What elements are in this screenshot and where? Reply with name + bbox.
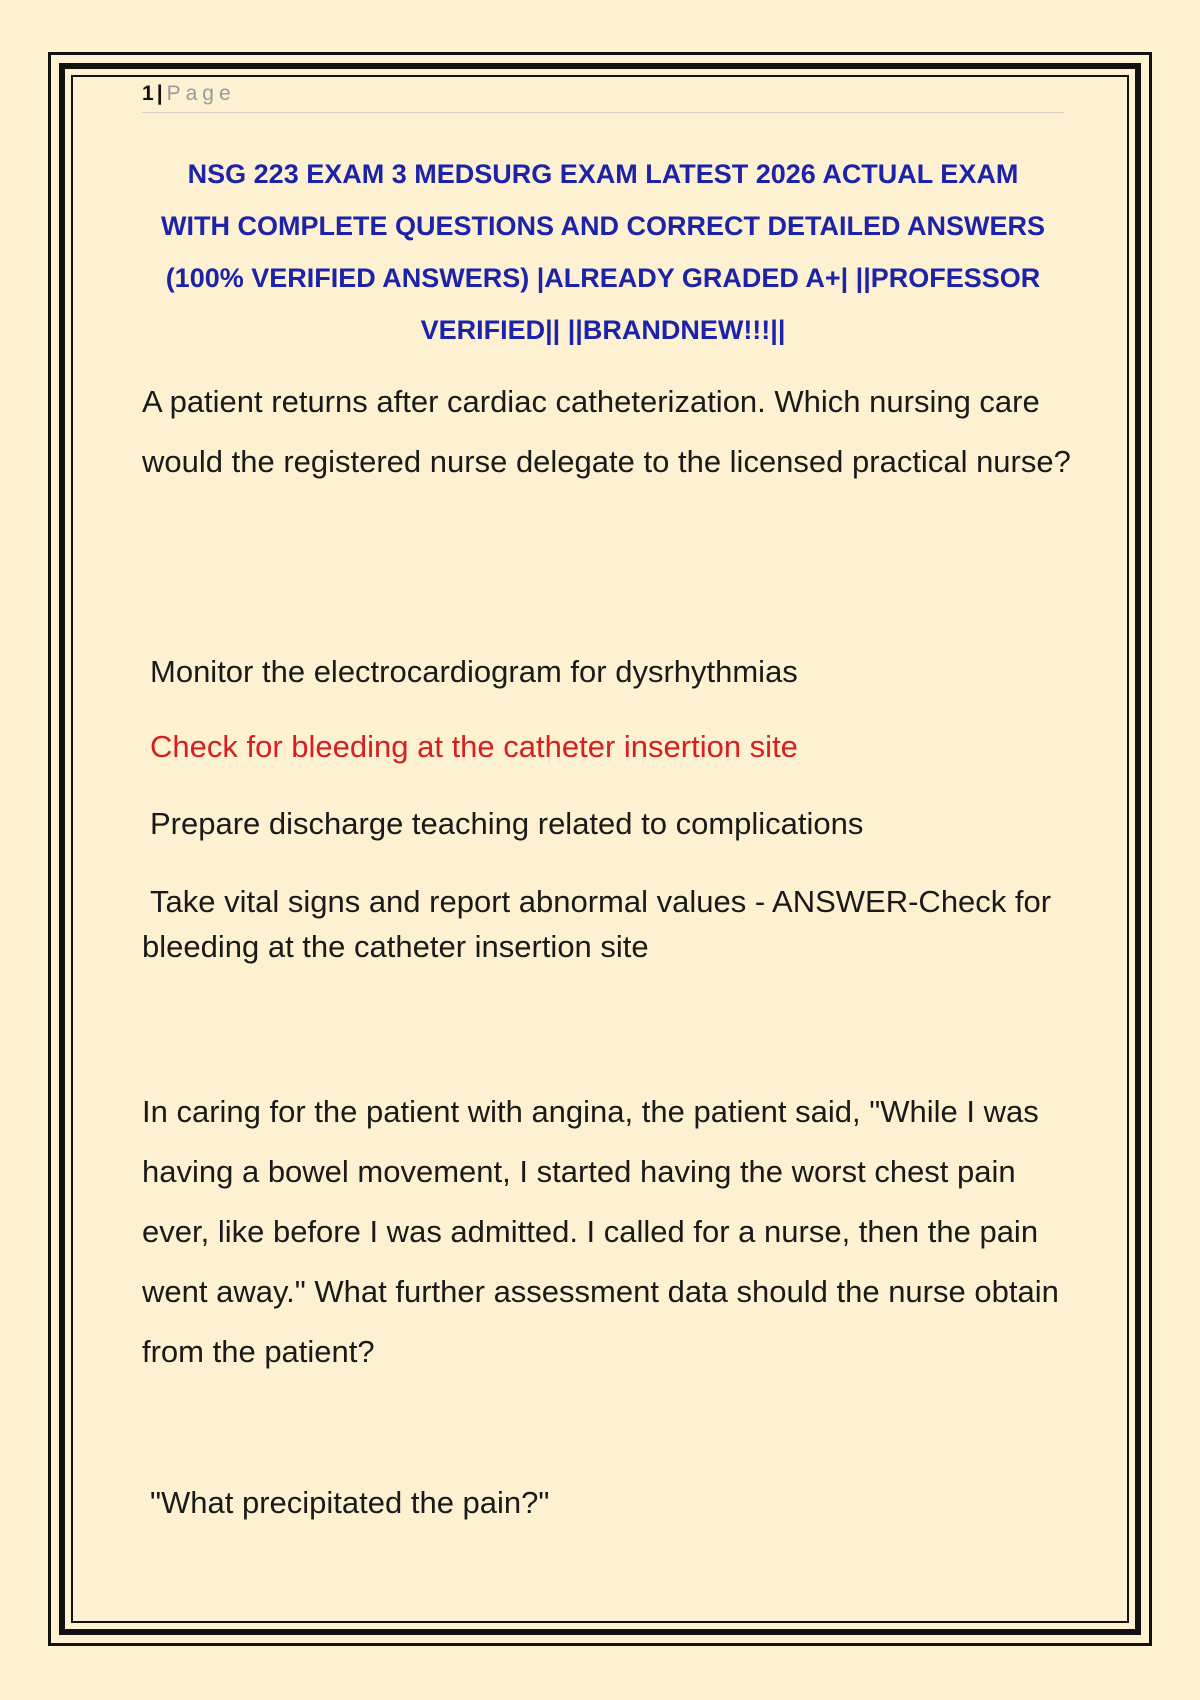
question-2-text: In caring for the patient with angina, the patient said, "While I was having a bowel movement, I started having the worst chest pain ever, like before I was admitted. I called for a nurse, then the pain went away." What further assessment data should the nurse obtain from the patient? xyxy=(142,1094,1059,1369)
title-line: VERIFIED|| ||BRANDNEW!!!|| xyxy=(420,315,786,345)
page-number: 1 xyxy=(142,82,154,105)
question-1-option-1: Monitor the electrocardiogram for dysrhythmias xyxy=(150,654,798,689)
question-1-option-3: Prepare discharge teaching related to complications xyxy=(150,806,864,841)
page-label: Page xyxy=(166,82,236,105)
title-line: NSG 223 EXAM 3 MEDSURG EXAM LATEST 2026 ACTUAL EXAM xyxy=(187,159,1019,189)
question-2-option-1: "What precipitated the pain?" xyxy=(150,1485,550,1520)
question-1-option-4-answer: Take vital signs and report abnormal values - ANSWER-Check for bleeding at the catheter insertion site xyxy=(142,884,1052,964)
page-header xyxy=(142,80,1064,113)
question-1-text: A patient returns after cardiac catheterization. Which nursing care would the registered nurse delegate to the licensed practical nurse? xyxy=(142,384,1071,479)
page-separator: | xyxy=(156,82,163,105)
document-title xyxy=(142,148,1064,356)
question-1-option-2-correct: Check for bleeding at the catheter insertion site xyxy=(150,729,798,764)
title-line: (100% VERIFIED ANSWERS) |ALREADY GRADED A+| ||PROFESSOR xyxy=(165,263,1041,293)
title-line: WITH COMPLETE QUESTIONS AND CORRECT DETAILED ANSWERS xyxy=(161,211,1045,241)
